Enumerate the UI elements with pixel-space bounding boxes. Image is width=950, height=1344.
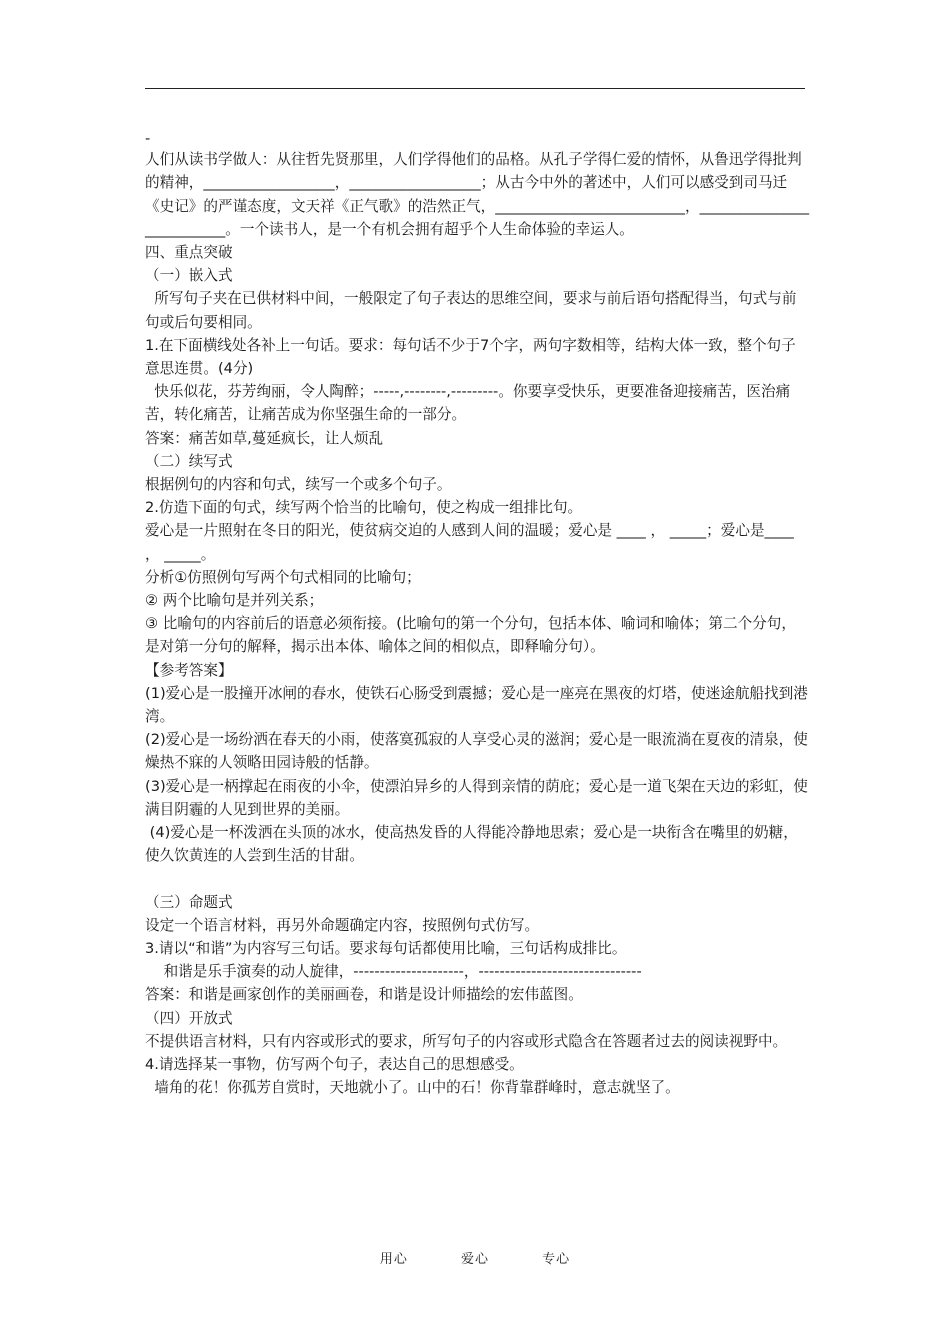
question-1-answer: 答案：痛苦如草,蔓延疯长，让人烦乱 — [145, 429, 384, 447]
question-2-text: 爱心是一片照射在冬日的阳光，使贫病交迫的人感到人间的温暖；爱心是 ____ ， _____；爱心是____ ， _____。 — [145, 522, 799, 563]
question-1-text: 快乐似花，芬芳绚丽，令人陶醉；-----,--------,---------。你要享受快乐，更要准备迎接痛苦，医治痛苦，转化痛苦，让痛苦成为你坚强生命的一部分。 — [145, 383, 791, 424]
subsection-heading: （四）开放式 — [145, 1009, 233, 1027]
question-4-text: 墙角的花！你孤芳自赏时，天地就小了。山中的石！你背靠群峰时，意志就坚了。 — [145, 1079, 680, 1097]
reference-answer-3: (3)爱心是一柄撑起在雨夜的小伞，使漂泊异乡的人得到亲情的荫庇；爱心是一道飞架在天边的彩虹，使满目阴霾的人见到世界的美丽。 — [145, 777, 808, 818]
page-footer — [0, 1248, 950, 1267]
footer-word: 专心 — [542, 1252, 571, 1267]
question-3: 3.请以“和谐”为内容写三句话。要求每句话都使用比喻，三句话构成排比。 — [145, 939, 627, 957]
question-1: 1.在下面横线处各补上一句话。要求：每句话不少于7个字，两句字数相等，结构大体一致，整个句子意思连贯。(4分) — [145, 336, 796, 378]
subsection-heading: （三）命题式 — [145, 893, 233, 911]
subsection-description: 所写句子夹在已供材料中间，一般限定了句子表达的思维空间，要求与前后语句搭配得当，句式与前句或后句要相同。 — [145, 290, 797, 331]
subsection-description: 根据例句的内容和句式，续写一个或多个句子。 — [145, 476, 452, 494]
question-3-answer: 答案：和谐是画家创作的美丽画卷，和谐是设计师描绘的宏伟蓝图。 — [145, 986, 583, 1004]
subsection-heading: （一）嵌入式 — [145, 267, 233, 285]
footer-word: 用心 — [379, 1252, 408, 1267]
subsection-description: 不提供语言材料，只有内容或形式的要求，所写句子的内容或形式隐含在答题者过去的阅读视野中。 — [145, 1032, 788, 1050]
reference-answer-4: (4)爱心是一杯泼洒在头顶的冰水，使高热发昏的人得能冷静地思索；爱心是一块衔含在嘴里的奶糖，使久饮黄连的人尝到生活的甘甜。 — [145, 824, 798, 865]
question-2-analysis-2: ② 两个比喻句是并列关系； — [145, 592, 324, 610]
header-dash: - — [145, 130, 151, 147]
question-3-text: 和谐是乐手演奏的动人旋律，---------------------，------------------------------- — [145, 963, 642, 981]
reference-answer-heading: 【参考答案】 — [145, 661, 233, 679]
header-rule — [145, 88, 805, 89]
footer-word: 爱心 — [460, 1252, 489, 1267]
reference-answer-1: (1)爱心是一股撞开冰闸的春水，使铁石心肠受到震撼；爱心是一座亮在黑夜的灯塔，使迷途航船找到港湾。 — [145, 684, 808, 726]
document-body — [145, 127, 810, 1099]
blank-line — [145, 868, 810, 891]
question-2: 2.仿造下面的句式，续写两个恰当的比喻句，使之构成一组排比句。 — [145, 499, 583, 517]
reference-answer-2: (2)爱心是一场纷洒在春天的小雨，使落寞孤寂的人享受心灵的滋润；爱心是一眼流淌在夏夜的清泉，使燥热不寐的人领略田园诗般的恬静。 — [145, 731, 808, 772]
question-4: 4.请选择某一事物，仿写两个句子，表达自己的思想感受。 — [145, 1055, 524, 1073]
question-2-analysis-1: 分析①仿照例句写两个句式相同的比喻句； — [145, 568, 421, 586]
section-heading: 四、重点突破 — [145, 244, 233, 262]
subsection-heading: （二）续写式 — [145, 452, 233, 470]
subsection-description: 设定一个语言材料，再另外命题确定内容，按照例句式仿写。 — [145, 916, 540, 934]
question-2-analysis-3: ③ 比喻句的内容前后的语意必须衔接。(比喻句的第一个分句，包括本体、喻词和喻体；第二个分句，是对第一分句的解释，揭示出本体、喻体之间的相似点，即释喻分句）。 — [145, 615, 796, 656]
paragraph-reading: 人们从读书学做人：从往哲先贤那里，人们学得他们的品格。从孔子学得仁爱的情怀，从鲁迅学得批判的精神，__________________，__________________；从古今中外的著述中，人们可以感受到司马迁《史记》的严谨态度，文天祥《正气歌》的浩然正气，__________________________，__________________________。一个读书人，是一个有机会拥有超乎个人生命体验的幸运人。 — [145, 151, 810, 238]
